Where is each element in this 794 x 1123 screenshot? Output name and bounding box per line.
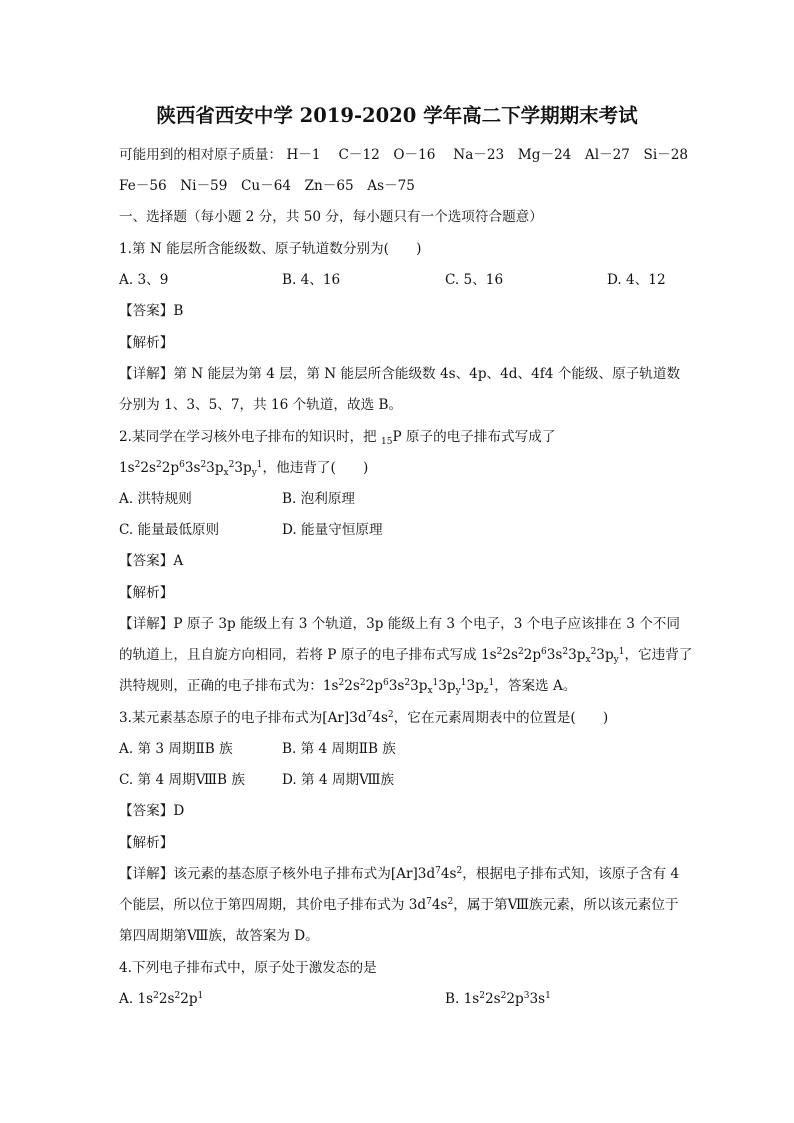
atomic-mass-line-1: 可能用到的相对原子质量： H－1 C－12 O－16 Na－23 Mg－24 Al－27 Si－28 [119, 147, 689, 163]
q1-analysis: 【解析】 [119, 335, 174, 351]
q3-detail-1-part-3: ，根据电子排布式知，该原子含有 4 [462, 866, 680, 882]
q3-stem-part-3: ，它在元素周期表中的位置是( ) [393, 710, 609, 726]
q2-detail-3 [119, 677, 576, 695]
q2-analysis: 【解析】 [119, 585, 174, 601]
electron-config: $1s^22s^22p^63s^23p_x^23p_y^1$ [119, 460, 263, 478]
q3-option-b: B. 第 4 周期ⅡB 族 [282, 741, 396, 757]
q2-detail-3-end: ，答案选 A。 [494, 678, 577, 694]
q3-option-d: D. 第 4 周期Ⅷ族 [282, 772, 395, 788]
q3-detail-2-part-3: ，属于第Ⅷ族元素，所以该元素位于 [453, 897, 679, 913]
q2-stem-start: 2.某同学在学习核外电子排布的知识时，把 [119, 429, 381, 445]
q3-stem: 3.某元素基态原子的电子排布式为$[Ar]3d^74s^2$，它在元素周期表中的位置是( ) [119, 710, 609, 726]
q3-option-a: A. 第 3 周期ⅡB 族 [119, 741, 233, 757]
q2-option-b: B. 泡利原理 [282, 491, 356, 507]
q2-detail-3-start: 洪特规则，正确的电子排布式为： [119, 678, 323, 694]
q2-config-line [119, 459, 368, 477]
q2-detail-2-start: 的轨道上，且自旋方向相同，若将 P 原子的电子排布式写成 [119, 647, 481, 663]
q4-option-a-label: A. [119, 991, 138, 1007]
q2-option-d: D. 能量守恒原理 [282, 522, 383, 538]
q2-option-a: A. 洪特规则 [119, 491, 192, 507]
q3-detail-2-part-1: 个能层，所以位于第四周期，其价电子排布式为 3d [119, 897, 427, 913]
section-heading: 一、选择题（每小题 2 分，共 50 分，每小题只有一个选项符合题意） [119, 209, 543, 225]
q1-option-d: D. 4、12 [607, 272, 666, 288]
q1-option-c: C. 5、16 [445, 272, 504, 288]
q4-stem: 4.下列电子排布式中，原子处于激发态的是 [119, 960, 377, 976]
q1-detail-2: 分别为 1、3、5、7，共 16 个轨道，故选 B。 [119, 397, 403, 413]
q3-detail-1-part-2: 4s [440, 866, 457, 882]
page-title: 陕西省西安中学 2019-2020 学年高二下学期期末考试 [156, 104, 638, 127]
electron-config: $1s^22s^22p^63s^23p_x^23p_y^1$ [480, 647, 625, 665]
electron-config: $1s^22s^22p^33s^1$ [463, 991, 551, 1007]
q2-stem-end: P 原子的电子排布式写成了 [392, 429, 556, 445]
q2-option-c: C. 能量最低原则 [119, 522, 220, 538]
q2-detail-2-end: ，它违背了 [624, 647, 693, 663]
q3-option-c: C. 第 4 周期ⅧB 族 [119, 772, 245, 788]
q3-detail-3: 第四周期第Ⅷ族，故答案为 D。 [119, 928, 319, 944]
q3-detail-2-part-2: 4s [431, 897, 448, 913]
q1-answer: 【答案】B [119, 303, 184, 319]
electron-config: $1s^22s^22p^63s^23p_x^13p_y^13p_z^1$ [322, 678, 495, 696]
atomic-mass-line-2: Fe－56 Ni－59 Cu－64 Zn－65 As－75 [119, 178, 415, 194]
q2-config-tail: ，他违背了( ) [262, 460, 369, 476]
q2-detail-1: 【详解】P 原子 3p 能级上有 3 个轨道，3p 能级上有 3 个电子，3 个电子应该排在 3 个不同 [119, 616, 680, 632]
q3-answer: 【答案】D [119, 803, 185, 819]
q2-stem-subscript: 15 [380, 437, 393, 447]
q4-option-b-label: B. [445, 991, 464, 1007]
q3-detail-1-part-1: 【详解】该元素的基态原子核外电子排布式为[Ar]3d [119, 866, 436, 882]
q3-analysis: 【解析】 [119, 835, 174, 851]
q3-detail-1: 【详解】该元素的基态原子核外电子排布式为$[Ar]3d^74s^2$，根据电子排布式知，该原子含有 4 [119, 866, 680, 882]
q1-option-a: A. 3、9 [119, 272, 169, 288]
q3-stem-part-1: 3.某元素基态原子的电子排布式为[Ar]3d [119, 710, 367, 726]
q1-detail-1: 【详解】第 N 能层为第 4 层，第 N 能层所含能级数 4s、4p、4d、4f4 个能级、原子轨道数 [119, 366, 681, 382]
q2-detail-2 [119, 646, 692, 664]
q4-option-b [445, 990, 551, 1008]
q1-stem: 1.第 N 能层所含能级数、原子轨道数分别为( ) [119, 241, 422, 257]
q2-stem [119, 428, 555, 446]
q2-answer: 【答案】A [119, 553, 184, 569]
q1-option-b: B. 4、16 [282, 272, 341, 288]
q3-detail-2: 个能层，所以位于第四周期，其价电子排布式为 $3d^74s^2$，属于第Ⅷ族元素，所以该元素位于 [119, 897, 679, 913]
q3-stem-part-2: 4s [372, 710, 388, 726]
electron-config: $1s^22s^22p^1$ [137, 991, 204, 1007]
q4-option-a [119, 990, 203, 1008]
